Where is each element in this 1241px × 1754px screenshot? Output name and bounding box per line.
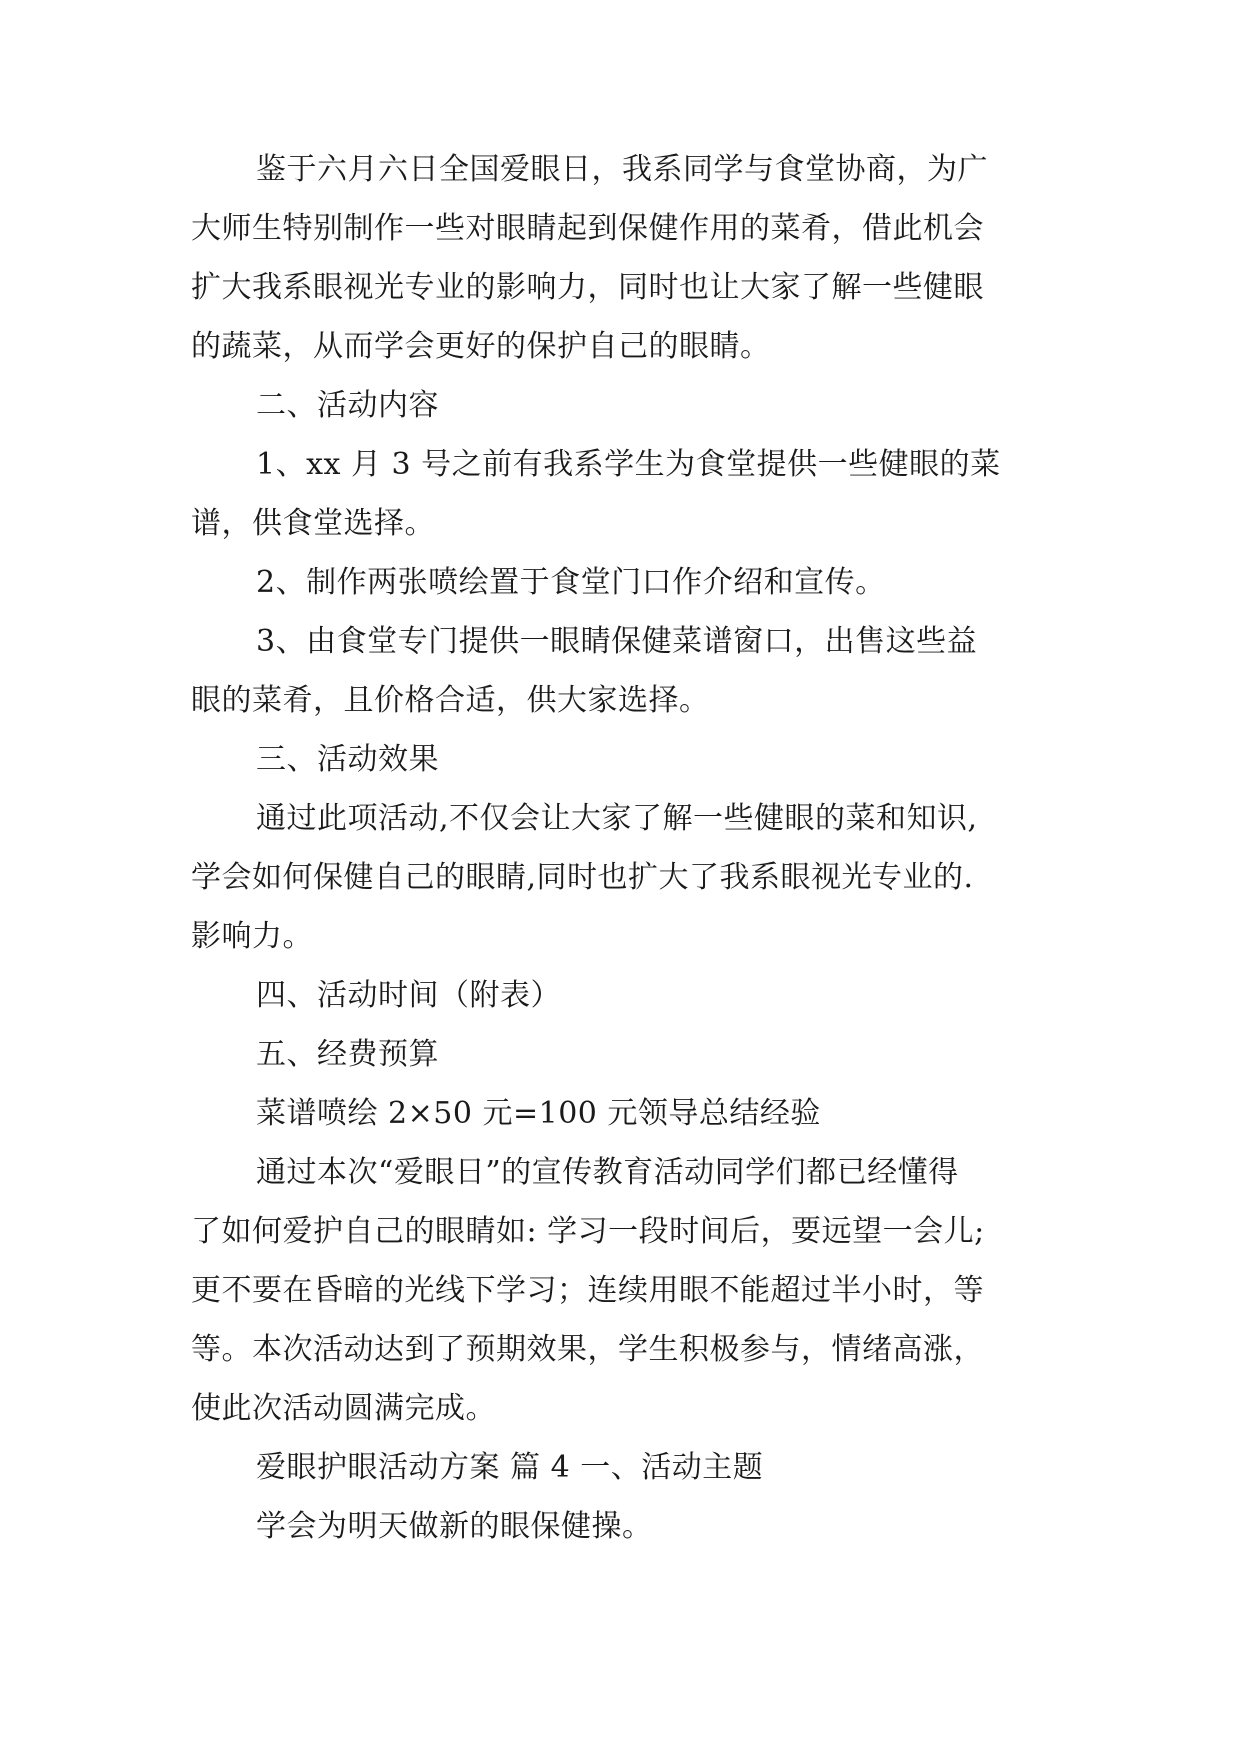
text-line-17: 菜谱喷绘 2×50 元=100 元领导总结经验 <box>256 1096 821 1131</box>
text-line-3: 扩大我系眼视光专业的影响力，同时也让大家了解一些健眼 <box>191 270 984 305</box>
text-line-18: 通过本次“爱眼日”的宣传教育活动同学们都已经懂得 <box>256 1155 959 1190</box>
text-line-13: 学会如何保健自己的眼睛,同时也扩大了我系眼视光专业的. <box>191 860 974 895</box>
text-line-6: 1、xx 月 3 号之前有我系学生为食堂提供一些健眼的菜 <box>256 447 1001 482</box>
text-line-7: 谱，供食堂选择。 <box>191 506 435 541</box>
text-line-24: 学会为明天做新的眼保健操。 <box>256 1509 653 1544</box>
text-line-1: 鉴于六月六日全国爱眼日，我系同学与食堂协商，为广 <box>256 152 988 187</box>
text-line-12: 通过此项活动,不仅会让大家了解一些健眼的菜和知识, <box>256 801 978 836</box>
text-line-9: 3、由食堂专门提供一眼睛保健菜谱窗口，出售这些益 <box>256 624 978 659</box>
section-heading-effect: 三、活动效果 <box>256 742 439 777</box>
section-heading-content: 二、活动内容 <box>256 388 439 423</box>
text-line-20: 更不要在昏暗的光线下学习；连续用眼不能超过半小时，等 <box>191 1273 984 1308</box>
section-heading-budget: 五、经费预算 <box>256 1037 439 1072</box>
text-line-4: 的蔬菜，从而学会更好的保护自己的眼睛。 <box>191 329 771 364</box>
text-line-10: 眼的菜肴，且价格合适，供大家选择。 <box>191 683 710 718</box>
text-line-22: 使此次活动圆满完成。 <box>191 1391 496 1426</box>
plan-title-line: 爱眼护眼活动方案 篇 4 一、活动主题 <box>256 1450 764 1485</box>
text-line-19: 了如何爱护自己的眼睛如: 学习一段时间后，要远望一会儿; <box>191 1214 985 1249</box>
text-line-14: 影响力。 <box>191 919 313 954</box>
text-line-2: 大师生特别制作一些对眼睛起到保健作用的菜肴，借此机会 <box>191 211 984 246</box>
text-line-21: 等。本次活动达到了预期效果，学生积极参与，情绪高涨， <box>191 1332 984 1367</box>
text-line-8: 2、制作两张喷绘置于食堂门口作介绍和宣传。 <box>256 565 886 600</box>
section-heading-time: 四、活动时间（附表） <box>256 978 561 1013</box>
